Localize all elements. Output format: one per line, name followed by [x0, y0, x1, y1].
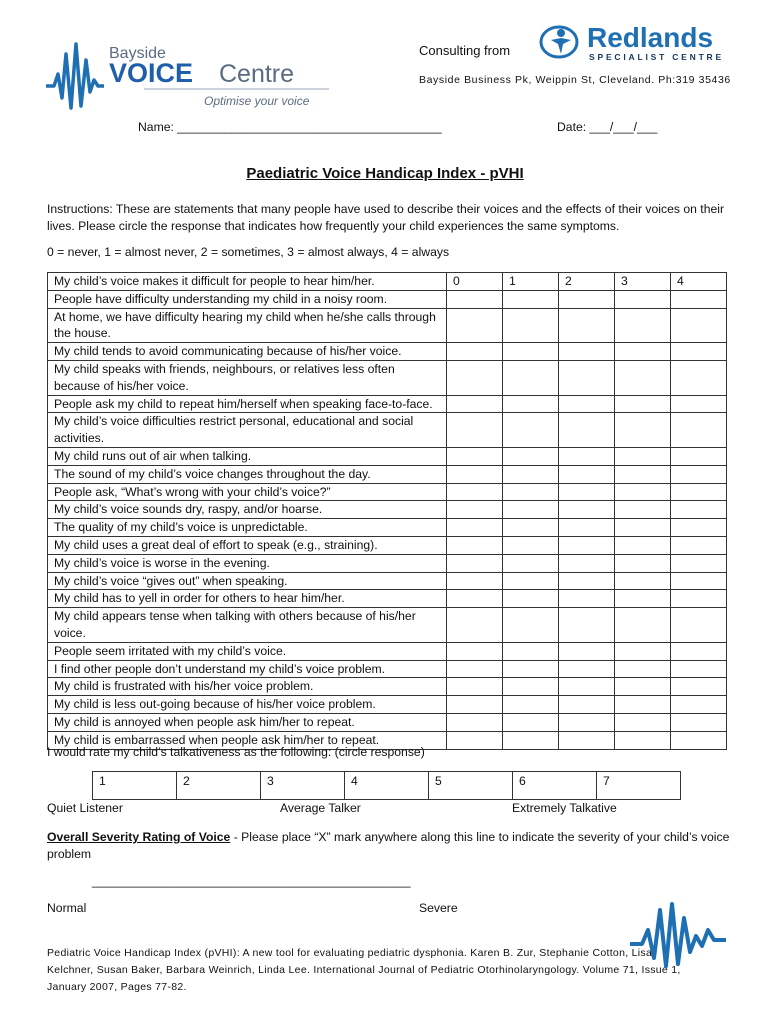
item-statement: At home, we have difficulty hearing my child when he/she calls through the house.: [48, 308, 447, 343]
response-cell[interactable]: [559, 290, 615, 308]
item-statement: My child uses a great deal of effort to speak (e.g., straining).: [48, 536, 447, 554]
item-statement: My child appears tense when talking with others because of his/her voice.: [48, 608, 447, 643]
response-cell[interactable]: [503, 642, 559, 660]
response-cell[interactable]: [559, 678, 615, 696]
response-cell[interactable]: [447, 308, 503, 343]
item-statement: My child has to yell in order for others to hear him/her.: [48, 590, 447, 608]
response-cell[interactable]: [671, 483, 727, 501]
item-statement: The quality of my child’s voice is unpredictable.: [48, 519, 447, 537]
date-field[interactable]: Date: ___/___/___: [557, 120, 658, 134]
response-cell[interactable]: [671, 642, 727, 660]
table-row: [48, 447, 727, 465]
bayside-voice-centre-logo: [44, 36, 344, 114]
logo-voice-text: VOICE: [109, 58, 194, 88]
table-row: [48, 696, 727, 714]
response-cell[interactable]: [503, 343, 559, 361]
response-cell[interactable]: [503, 413, 559, 448]
response-cell[interactable]: [671, 660, 727, 678]
item-statement: People seem irritated with my child’s voice.: [48, 642, 447, 660]
response-cell[interactable]: [447, 447, 503, 465]
response-cell[interactable]: [559, 447, 615, 465]
table-row: [48, 678, 727, 696]
response-cell[interactable]: [447, 660, 503, 678]
response-cell[interactable]: [503, 554, 559, 572]
severity-rating-line[interactable]: _______________________________________________: [92, 874, 411, 888]
item-statement: My child’s voice is worse in the evening.: [48, 554, 447, 572]
response-cell[interactable]: [615, 501, 671, 519]
response-cell[interactable]: [671, 290, 727, 308]
item-statement: My child runs out of air when talking.: [48, 447, 447, 465]
citation-text: Pediatric Voice Handicap Index (pVHI): A new tool for evaluating pediatric dysphonia. Karen B. Zur, Stephanie Cotton, Lisa Kelchner, Susan Baker, Barbara Weinrich, Linda Lee. International Journal of Pediatric Otorhinolaryngology. Volume 71, Issue 1, January 2007, Pages 77-82.: [47, 947, 681, 993]
response-cell[interactable]: [671, 536, 727, 554]
response-cell[interactable]: [615, 590, 671, 608]
response-cell[interactable]: [671, 447, 727, 465]
response-cell[interactable]: [671, 501, 727, 519]
response-cell[interactable]: [447, 608, 503, 643]
table-row: [48, 590, 727, 608]
response-cell[interactable]: [447, 360, 503, 395]
response-cell[interactable]: [447, 536, 503, 554]
item-statement: My child’s voice difficulties restrict personal, educational and social activities.: [48, 413, 447, 448]
response-cell[interactable]: [559, 590, 615, 608]
redlands-name-text: Redlands: [587, 22, 714, 53]
item-statement: My child is less out-going because of his/her voice problem.: [48, 696, 447, 714]
response-cell[interactable]: [503, 731, 559, 749]
response-cell[interactable]: [615, 483, 671, 501]
response-cell[interactable]: [615, 343, 671, 361]
table-row: [48, 642, 727, 660]
response-cell[interactable]: [559, 519, 615, 537]
response-cell[interactable]: [559, 465, 615, 483]
name-field[interactable]: Name: _______________________________________: [138, 120, 442, 134]
response-cell[interactable]: [503, 395, 559, 413]
table-row: [48, 395, 727, 413]
response-cell[interactable]: [671, 731, 727, 749]
table-row: [48, 519, 727, 537]
talkativeness-intro: I would rate my child’s talkativeness as the following: (circle response): [47, 745, 425, 759]
response-cell[interactable]: [615, 678, 671, 696]
average-talker-label: Average Talker: [280, 801, 361, 815]
severity-severe-label: Severe: [419, 901, 458, 915]
response-cell[interactable]: [447, 290, 503, 308]
response-cell[interactable]: [615, 660, 671, 678]
item-statement: People ask my child to repeat him/herself when speaking face-to-face.: [48, 395, 447, 413]
table-row: [48, 308, 727, 343]
response-cell[interactable]: [503, 308, 559, 343]
table-row: [48, 360, 727, 395]
talkativeness-option-2[interactable]: 2: [177, 772, 261, 800]
response-cell[interactable]: [559, 642, 615, 660]
response-cell[interactable]: [559, 554, 615, 572]
item-statement: People have difficulty understanding my child in a noisy room.: [48, 290, 447, 308]
redlands-specialist-centre-logo: [539, 20, 729, 66]
quiet-listener-label: Quiet Listener: [47, 801, 123, 815]
response-cell[interactable]: [615, 447, 671, 465]
response-cell[interactable]: [503, 501, 559, 519]
response-cell[interactable]: [503, 519, 559, 537]
table-row: [48, 343, 727, 361]
response-cell[interactable]: [671, 608, 727, 643]
response-cell[interactable]: [559, 483, 615, 501]
response-cell[interactable]: [503, 590, 559, 608]
response-cell[interactable]: [447, 713, 503, 731]
response-cell[interactable]: [559, 343, 615, 361]
response-cell[interactable]: [615, 572, 671, 590]
response-cell[interactable]: [447, 572, 503, 590]
voice-wave-icon: [46, 44, 104, 108]
response-cell[interactable]: [503, 360, 559, 395]
response-cell[interactable]: [447, 519, 503, 537]
response-cell[interactable]: [447, 696, 503, 714]
table-row: [48, 413, 727, 448]
response-cell[interactable]: [671, 696, 727, 714]
response-cell[interactable]: [447, 483, 503, 501]
table-row: [48, 660, 727, 678]
response-cell[interactable]: [503, 536, 559, 554]
response-cell[interactable]: [559, 660, 615, 678]
severity-instructions: [47, 829, 737, 863]
response-cell[interactable]: [447, 554, 503, 572]
response-cell[interactable]: [559, 360, 615, 395]
response-header-3: 3: [615, 273, 671, 291]
response-cell[interactable]: [447, 413, 503, 448]
talkativeness-scale-table: [92, 771, 681, 800]
talkativeness-option-6[interactable]: 6: [513, 772, 597, 800]
item-statement: My child’s voice “gives out” when speaking.: [48, 572, 447, 590]
severity-normal-label: Normal: [47, 901, 87, 915]
table-row: [48, 572, 727, 590]
response-cell[interactable]: [615, 395, 671, 413]
response-cell[interactable]: [447, 395, 503, 413]
response-cell[interactable]: [447, 731, 503, 749]
response-cell[interactable]: [615, 308, 671, 343]
table-row: [48, 273, 727, 291]
response-cell[interactable]: [671, 465, 727, 483]
response-cell[interactable]: [447, 501, 503, 519]
talkativeness-option-5[interactable]: 5: [429, 772, 513, 800]
response-cell[interactable]: [671, 413, 727, 448]
table-row: [48, 608, 727, 643]
severity-text: - Please place “X” mark anywhere along this line to indicate the severity of your child’s voice problem: [47, 830, 730, 861]
response-cell[interactable]: [447, 465, 503, 483]
response-cell[interactable]: [671, 554, 727, 572]
response-cell[interactable]: [615, 360, 671, 395]
talkativeness-option-1[interactable]: 1: [93, 772, 177, 800]
table-row: [48, 501, 727, 519]
item-statement: My child speaks with friends, neighbours, or relatives less often because of his/her voice.: [48, 360, 447, 395]
response-cell[interactable]: [671, 590, 727, 608]
response-cell[interactable]: [559, 501, 615, 519]
item-statement: My child tends to avoid communicating because of his/her voice.: [48, 343, 447, 361]
response-cell[interactable]: [615, 731, 671, 749]
table-row: [48, 536, 727, 554]
response-cell[interactable]: [671, 360, 727, 395]
response-header-2: 2: [559, 273, 615, 291]
response-cell[interactable]: [559, 608, 615, 643]
response-cell[interactable]: [615, 696, 671, 714]
response-cell[interactable]: [615, 608, 671, 643]
response-cell[interactable]: [447, 343, 503, 361]
talkativeness-option-7[interactable]: 7: [597, 772, 681, 800]
item-statement: People ask, “What’s wrong with your child’s voice?”: [48, 483, 447, 501]
response-cell[interactable]: [615, 465, 671, 483]
response-cell[interactable]: [559, 413, 615, 448]
response-cell[interactable]: [559, 395, 615, 413]
logo-centre-text: Centre: [219, 60, 295, 88]
table-row: [48, 554, 727, 572]
item-statement: I find other people don’t understand my child’s voice problem.: [48, 660, 447, 678]
pvhi-items-table: [47, 272, 727, 750]
response-cell[interactable]: [559, 308, 615, 343]
item-statement: My child is frustrated with his/her voice problem.: [48, 678, 447, 696]
response-cell[interactable]: [503, 465, 559, 483]
response-cell[interactable]: [615, 554, 671, 572]
table-row: [48, 483, 727, 501]
response-cell[interactable]: [671, 308, 727, 343]
response-cell[interactable]: [615, 536, 671, 554]
response-cell[interactable]: [559, 536, 615, 554]
logo-tagline-text: Optimise your voice: [204, 94, 310, 108]
item-statement: My child’s voice makes it difficult for people to hear him/her.: [48, 273, 447, 291]
response-cell[interactable]: [503, 713, 559, 731]
talkativeness-option-4[interactable]: 4: [345, 772, 429, 800]
item-statement: My child is annoyed when people ask him/her to repeat.: [48, 713, 447, 731]
response-cell[interactable]: [671, 395, 727, 413]
response-cell[interactable]: [559, 731, 615, 749]
response-cell[interactable]: [503, 696, 559, 714]
response-cell[interactable]: [671, 713, 727, 731]
item-statement: My child is embarrassed when people ask him/her to repeat.: [48, 731, 447, 749]
instructions-text: Instructions: These are statements that many people have used to describe their voices and the effects of their voices on their lives. Please circle the response that indicates how frequently your child experiences the same symptoms.: [47, 202, 725, 233]
voice-wave-icon: [628, 900, 728, 972]
response-cell[interactable]: [671, 678, 727, 696]
extremely-talkative-label: Extremely Talkative: [512, 801, 617, 815]
response-cell[interactable]: [503, 608, 559, 643]
response-cell[interactable]: [615, 642, 671, 660]
response-header-4: 4: [671, 273, 727, 291]
response-cell[interactable]: [503, 483, 559, 501]
redlands-subtitle-text: SPECIALIST CENTRE: [589, 52, 724, 62]
table-row: [48, 465, 727, 483]
response-header-1: 1: [503, 273, 559, 291]
response-cell[interactable]: [447, 678, 503, 696]
response-cell[interactable]: [559, 696, 615, 714]
talkativeness-option-3[interactable]: 3: [261, 772, 345, 800]
logo-bayside-text: Bayside: [109, 45, 166, 62]
form-title: Paediatric Voice Handicap Index - pVHI: [246, 165, 524, 182]
response-cell[interactable]: [671, 343, 727, 361]
response-cell[interactable]: [503, 678, 559, 696]
response-cell[interactable]: [559, 713, 615, 731]
response-cell[interactable]: [503, 660, 559, 678]
consulting-from-label: Consulting from: [419, 43, 511, 58]
response-cell[interactable]: [447, 642, 503, 660]
response-cell[interactable]: [615, 413, 671, 448]
rating-scale-legend: 0 = never, 1 = almost never, 2 = sometimes, 3 = almost always, 4 = always: [47, 245, 450, 259]
table-row: [48, 713, 727, 731]
response-cell[interactable]: [503, 447, 559, 465]
response-cell[interactable]: [447, 590, 503, 608]
item-statement: My child’s voice sounds dry, raspy, and/or hoarse.: [48, 501, 447, 519]
response-header-0: 0: [447, 273, 503, 291]
severity-title: Overall Severity Rating of Voice: [47, 830, 231, 844]
response-cell[interactable]: [671, 572, 727, 590]
response-cell[interactable]: [559, 572, 615, 590]
item-statement: The sound of my child’s voice changes throughout the day.: [48, 465, 447, 483]
response-cell[interactable]: [671, 519, 727, 537]
response-cell[interactable]: [615, 519, 671, 537]
clinic-address: Bayside Business Pk, Weippin St, Cleveland. Ph:319 35436: [419, 74, 731, 86]
response-cell[interactable]: [615, 713, 671, 731]
response-cell[interactable]: [503, 572, 559, 590]
response-cell[interactable]: [503, 290, 559, 308]
response-cell[interactable]: [615, 290, 671, 308]
table-row: [48, 290, 727, 308]
redlands-figure-icon: [557, 29, 565, 37]
